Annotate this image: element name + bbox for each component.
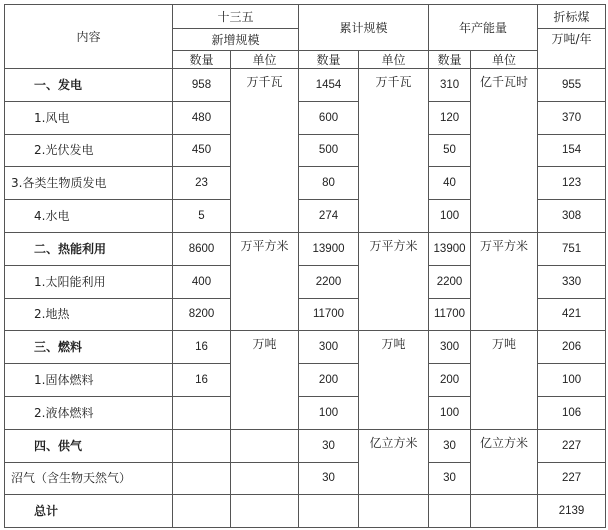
coal-equivalent-cell: 100 <box>538 364 606 397</box>
annual-unit-cell: 万平方米 <box>471 232 538 330</box>
annual-quantity-cell: 310 <box>429 69 471 102</box>
annual-quantity-cell: 2200 <box>429 265 471 298</box>
new-unit-cell <box>231 429 299 462</box>
new-quantity-cell <box>173 429 231 462</box>
renewable-energy-table <box>4 4 606 528</box>
annual-unit-cell: 万吨 <box>471 331 538 429</box>
coal-equivalent-cell: 751 <box>538 232 606 265</box>
item-cell: 3.各类生物质发电 <box>5 167 173 200</box>
item-cell: 总计 <box>5 495 173 528</box>
header-row-1 <box>5 5 606 29</box>
annual-unit-cell: 亿立方米 <box>471 429 538 495</box>
table-row-gas-supply <box>5 429 606 462</box>
item-cell: 二、热能利用 <box>5 232 173 265</box>
cumulative-scale-header: 累计规模 <box>299 5 429 51</box>
cumulative-quantity-cell <box>299 495 359 528</box>
annual-quantity-cell: 40 <box>429 167 471 200</box>
annual-quantity-cell: 30 <box>429 429 471 462</box>
coal-equivalent-header: 折标煤 <box>538 5 606 29</box>
item-cell: 2.地热 <box>5 298 173 331</box>
annual-quantity-cell: 50 <box>429 134 471 167</box>
cumulative-quantity-cell: 100 <box>299 396 359 429</box>
item-cell: 沼气（含生物天然气） <box>5 462 173 495</box>
new-quantity-cell <box>173 396 231 429</box>
coal-equivalent-cell: 2139 <box>538 495 606 528</box>
content-header: 内容 <box>5 5 173 69</box>
item-cell: 4.水电 <box>5 200 173 233</box>
cumulative-unit-header: 单位 <box>359 51 429 69</box>
annual-unit-cell <box>471 495 538 528</box>
annual-quantity-cell: 200 <box>429 364 471 397</box>
coal-equivalent-cell: 154 <box>538 134 606 167</box>
new-unit-header: 单位 <box>231 51 299 69</box>
new-unit-cell <box>231 462 299 495</box>
cumulative-quantity-cell: 600 <box>299 101 359 134</box>
period-header: 十三五 <box>173 5 299 29</box>
coal-equivalent-cell: 421 <box>538 298 606 331</box>
annual-quantity-cell: 100 <box>429 200 471 233</box>
new-quantity-cell: 8600 <box>173 232 231 265</box>
coal-equivalent-cell: 308 <box>538 200 606 233</box>
new-quantity-cell: 5 <box>173 200 231 233</box>
annual-output-header: 年产能量 <box>429 5 538 51</box>
cumulative-quantity-cell: 2200 <box>299 265 359 298</box>
annual-quantity-cell: 13900 <box>429 232 471 265</box>
new-unit-cell <box>231 495 299 528</box>
annual-quantity-cell: 100 <box>429 396 471 429</box>
coal-equivalent-cell: 330 <box>538 265 606 298</box>
cumulative-unit-cell: 万平方米 <box>359 232 429 330</box>
cumulative-quantity-cell: 30 <box>299 462 359 495</box>
new-unit-cell: 万平方米 <box>231 232 299 330</box>
new-unit-cell: 万吨 <box>231 331 299 429</box>
coal-equivalent-cell: 106 <box>538 396 606 429</box>
annual-unit-header: 单位 <box>471 51 538 69</box>
item-cell: 一、发电 <box>5 69 173 102</box>
annual-unit-cell: 亿千瓦时 <box>471 69 538 233</box>
annual-quantity-cell: 120 <box>429 101 471 134</box>
cumulative-quantity-cell: 200 <box>299 364 359 397</box>
new-scale-header: 新增规模 <box>173 29 299 51</box>
cumulative-unit-cell <box>359 495 429 528</box>
coal-equivalent-cell: 227 <box>538 429 606 462</box>
annual-quantity-cell: 300 <box>429 331 471 364</box>
coal-equivalent-unit-header: 万吨/年 <box>538 29 606 69</box>
coal-equivalent-cell: 370 <box>538 101 606 134</box>
table-row-fuel <box>5 331 606 364</box>
cumulative-quantity-cell: 1454 <box>299 69 359 102</box>
item-cell: 四、供气 <box>5 429 173 462</box>
cumulative-quantity-cell: 11700 <box>299 298 359 331</box>
cumulative-quantity-header: 数量 <box>299 51 359 69</box>
table-row-power-generation <box>5 69 606 102</box>
coal-equivalent-cell: 206 <box>538 331 606 364</box>
annual-quantity-header: 数量 <box>429 51 471 69</box>
cumulative-quantity-cell: 500 <box>299 134 359 167</box>
new-quantity-cell: 23 <box>173 167 231 200</box>
new-quantity-cell: 8200 <box>173 298 231 331</box>
new-quantity-cell: 958 <box>173 69 231 102</box>
annual-quantity-cell: 30 <box>429 462 471 495</box>
new-unit-cell: 万千瓦 <box>231 69 299 233</box>
table-row-heat-utilization <box>5 232 606 265</box>
new-quantity-cell: 480 <box>173 101 231 134</box>
coal-equivalent-cell: 123 <box>538 167 606 200</box>
item-cell: 2.液体燃料 <box>5 396 173 429</box>
item-cell: 2.光伏发电 <box>5 134 173 167</box>
cumulative-unit-cell: 亿立方米 <box>359 429 429 495</box>
table-row-total <box>5 495 606 528</box>
cumulative-unit-cell: 万千瓦 <box>359 69 429 233</box>
new-quantity-cell: 16 <box>173 364 231 397</box>
new-quantity-cell: 450 <box>173 134 231 167</box>
new-quantity-cell <box>173 495 231 528</box>
cumulative-quantity-cell: 13900 <box>299 232 359 265</box>
new-quantity-cell: 400 <box>173 265 231 298</box>
annual-quantity-cell <box>429 495 471 528</box>
coal-equivalent-cell: 227 <box>538 462 606 495</box>
item-cell: 1.固体燃料 <box>5 364 173 397</box>
cumulative-unit-cell: 万吨 <box>359 331 429 429</box>
item-cell: 三、燃料 <box>5 331 173 364</box>
item-cell: 1.风电 <box>5 101 173 134</box>
new-quantity-header: 数量 <box>173 51 231 69</box>
annual-quantity-cell: 11700 <box>429 298 471 331</box>
new-quantity-cell <box>173 462 231 495</box>
cumulative-quantity-cell: 30 <box>299 429 359 462</box>
cumulative-quantity-cell: 80 <box>299 167 359 200</box>
cumulative-quantity-cell: 300 <box>299 331 359 364</box>
new-quantity-cell: 16 <box>173 331 231 364</box>
cumulative-quantity-cell: 274 <box>299 200 359 233</box>
coal-equivalent-cell: 955 <box>538 69 606 102</box>
item-cell: 1.太阳能利用 <box>5 265 173 298</box>
